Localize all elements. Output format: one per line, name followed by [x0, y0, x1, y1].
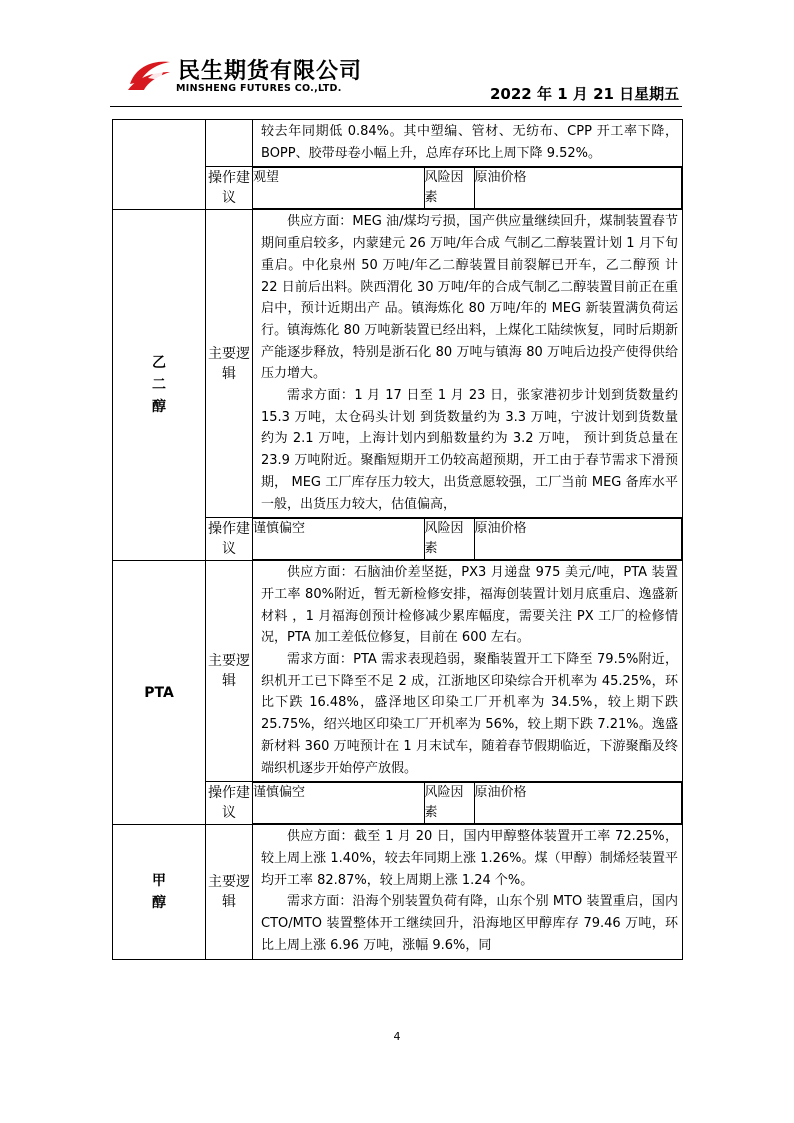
- category-meg: [113, 210, 206, 561]
- supply-text: 供应方面：MEG 油/煤均亏损，国产供应量继续回升，煤制装置春节期间重启较多，内蒙建元 26 万吨/年合成 气制乙二醇装置计划 1 月下旬重启。中化泉州 50 万吨/年乙二醇装置目前裂解已开车，乙二醇预 计 22 日前后出料。陕西渭化 30 万吨/年的合成气制乙二醇装置目前正在重启中，预计近期出产 品。镇海炼化 80 万吨/年的 MEG 新装置满负荷运行。镇海炼化 80 万吨新装置已经出料，上煤化工陆续恢复，同时后期新产能逐步释放，特别是浙石化 80 万吨与镇海 80 万吨后边投产使得供给压力增大。: [261, 214, 678, 382]
- op-label: 操作建议: [206, 167, 253, 210]
- op-label: 操作建议: [206, 782, 253, 825]
- main-logic-label: 主要逻辑: [206, 825, 253, 959]
- logic-cell: [253, 120, 683, 167]
- category-pta: [113, 561, 206, 825]
- risk-value: 原油价格: [474, 168, 682, 209]
- table-row: [113, 825, 683, 959]
- demand-text: 需求方面：1 月 17 日至 1 月 23 日，张家港初步计划到货数量约 15.3 万吨，太仓码头计划 到货数量约为 3.3 万吨，宁波计划到货数量约为 2.1 万吨，上海计划内到船数量约为 3.2 万吨， 预计到货总量在 23.9 万吨附近。聚酯短期开工仍较高超预期，开工由于春节需求下滑预期， MEG 工厂库存压力较大，出货意愿较强，工厂当前 MEG 备库水平一般，出货压力较大，估值偏高，: [261, 388, 678, 512]
- risk-label: 风险因素: [424, 783, 474, 824]
- op-label: 操作建议: [206, 518, 253, 561]
- logic-cell: [253, 210, 683, 518]
- category-methanol: [113, 825, 206, 959]
- demand-text: 需求方面：PTA 需求表现趋弱，聚酯装置开工下降至 79.5%附近，织机开工已下降至不足 2 成，江浙地区印染综合开机率为 45.25%，环比下跌 16.48%，盛泽地区印染工厂开机率为 34.5%，较上期下跌 25.75%，绍兴地区印染工厂开机率为 56%，较上期下跌 7.21%。逸盛新材料 360 万吨预计在 1 月末试车，随着春节假期临近，下游聚酯及终端织机逐步开始停产放假。: [261, 652, 678, 776]
- table-row: [113, 561, 683, 782]
- company-name-cn: 民生期货有限公司: [178, 59, 363, 84]
- risk-value: 原油价格: [474, 519, 682, 560]
- logic-cell: [253, 825, 683, 959]
- supply-text: 供应方面：截至 1 月 20 日，国内甲醇整体装置开工率 72.25%，较上周上涨 1.40%，较去年同期上涨 1.26%。煤（甲醇）制烯烃装置平均开工率 82.87%，较上周期上涨 1.24 个%。: [261, 829, 678, 888]
- category-label: 乙二醇: [152, 355, 166, 416]
- supply-text: 供应方面：石脑油价差坚挺，PX3 月递盘 975 美元/吨，PTA 装置开工率 80%附近，暂无新检修安排，福海创装置计划月底重启、逸盛新材料 ，1 月福海创预计检修减少累库幅度，需要关注 PX 工厂的检修情况，PTA 加工差低位修复，目前在 600 左右。: [261, 565, 678, 646]
- company-logo: [126, 50, 366, 106]
- analysis-table: [112, 119, 683, 960]
- company-name-en: MINSHENG FUTURES CO.,LTD.: [176, 83, 342, 94]
- category-cell-continued: [113, 120, 206, 210]
- op-value: 谨慎偏空: [253, 783, 424, 824]
- risk-label: 风险因素: [424, 168, 474, 209]
- table-row: [113, 120, 683, 167]
- table-row: [113, 210, 683, 518]
- minsheng-logo-icon: [126, 54, 172, 94]
- risk-label: 风险因素: [424, 519, 474, 560]
- demand-text: 需求方面：沿海个别装置负荷有降，山东个别 MTO 装置重启，国内 CTO/MTO 装置整体开工继续回升，沿海地区甲醇库存 79.46 万吨，环比上周上涨 6.96 万吨，涨幅 9.6%，同: [261, 894, 678, 953]
- report-date: 2022 年 1 月 21 日星期五: [490, 85, 680, 103]
- page-header: [0, 0, 794, 110]
- main-logic-label: 主要逻辑: [206, 210, 253, 518]
- category-label: 甲醇: [152, 872, 166, 911]
- main-logic-label: 主要逻辑: [206, 561, 253, 782]
- page-number: 4: [393, 1030, 401, 1043]
- logic-text: 较去年同期低 0.84%。其中塑编、管材、无纺布、CPP 开工率下降，BOPP、胶带母卷小幅上升，总库存环比上周下降 9.52%。: [261, 124, 678, 161]
- op-value: 谨慎偏空: [253, 519, 424, 560]
- op-value: 观望: [253, 168, 424, 209]
- header-divider: [110, 106, 682, 107]
- label-cell-empty: [206, 120, 253, 167]
- risk-value: 原油价格: [474, 783, 682, 824]
- category-label: PTA: [144, 684, 174, 701]
- logic-cell: [253, 561, 683, 782]
